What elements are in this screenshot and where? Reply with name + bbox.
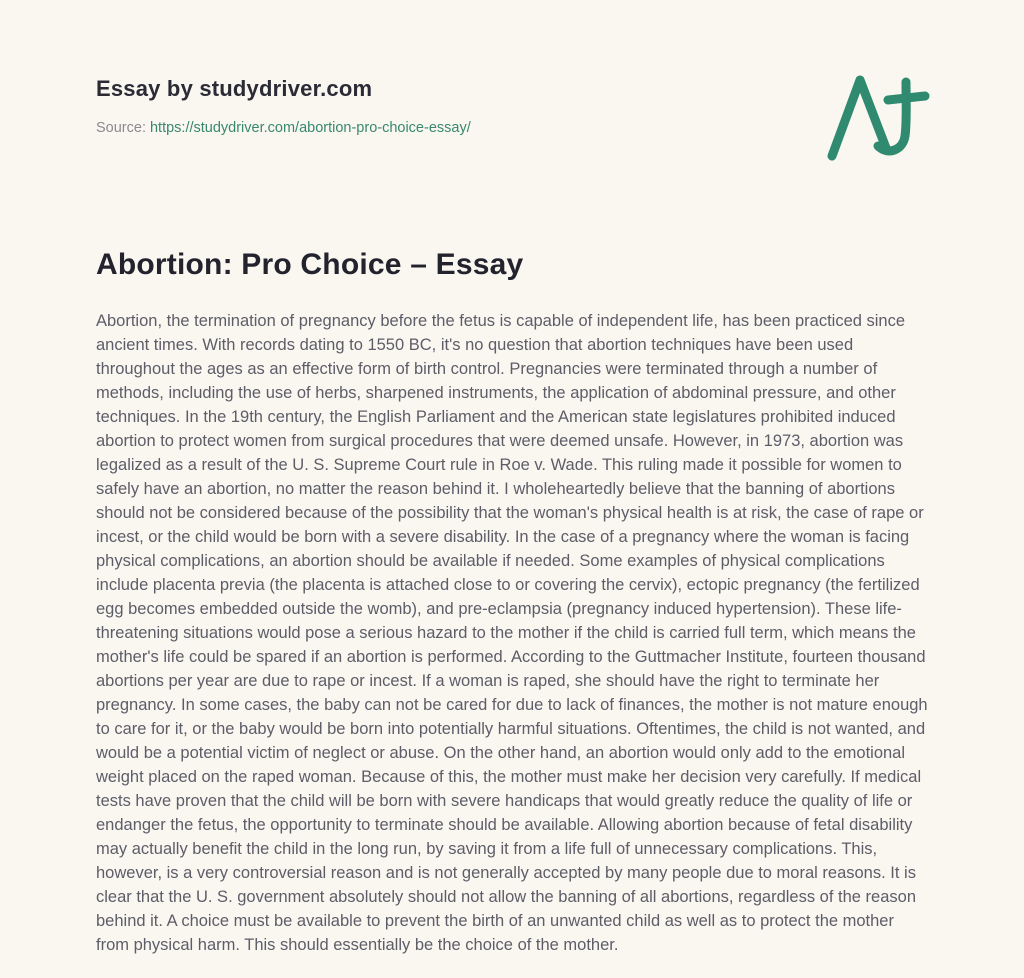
essay-title: Abortion: Pro Choice – Essay (96, 248, 524, 281)
essay-body-text: Abortion, the termination of pregnancy before the fetus is capable of independent life, has been practiced since ancient times. With records dating to 1550 BC, it's no question that abortion techniques have been used throughout the ages as an effective form of birth control. Pregnancies were terminated through a number of methods, including the use of herbs, sharpened instruments, the application of abdominal pressure, and other techniques. In the 19th century, the English Parliament and the American state legislatures prohibited induced abortion to protect women from surgical procedures that were deemed unsafe. However, in 1973, abortion was legalized as a result of the U. S. Supreme Court rule in Roe v. Wade. This ruling made it possible for women to safely have an abortion, no matter the reason behind it. I wholeheartedly believe that the banning of abortions should not be considered because of the possibility that the woman's physical health is at risk, the case of rape or incest, or the child would be born with a severe disability. In the case of a pregnancy where the woman is facing physical complications, an abortion should be available if needed. Some examples of physical complications include placenta previa (the placenta is attached close to or covering the cervix), ectopic pregnancy (the fertilized egg becomes embedded outside the womb), and pre-eclampsia (pregnancy induced hypertension). These life-threatening situations would pose a serious hazard to the mother if the child is carried full term, which means the mother's life could be spared if an abortion is performed. According to the Guttmacher Institute, fourteen thousand abortions per year are due to rape or incest. If a woman is raped, she should have the right to terminate her pregnancy. In some cases, the baby can not be cared for due to lack of finances, the mother is not mature enough to care for it, or the baby would be born into potentially harmful situations. Oftentimes, the child is not wanted, and would be a potential victim of neglect or abuse. On the other hand, an abortion would only add to the emotional weight placed on the raped woman. Because of this, the mother must make her decision very carefully. If medical tests have proven that the child will be born with severe handicaps that would greatly reduce the quality of life or endanger the fetus, the opportunity to terminate should be available. Allowing abortion because of fetal disability may actually benefit the child in the long run, by saving it from a life full of unnecessary complications. This, however, is a very controversial reason and is not generally accepted by many people due to moral reasons. It is clear that the U. S. government absolutely should not allow the banning of all abortions, regardless of the reason behind it. A choice must be available to prevent the birth of an unwanted child as well as to protect the mother from physical harm. This should essentially be the choice of the mother. (96, 312, 928, 954)
source-label: Source: (96, 120, 146, 136)
source-url-link[interactable]: https://studydriver.com/abortion-pro-choice-essay/ (149, 120, 471, 136)
studydriver-logo-icon (820, 64, 930, 168)
page-header-title: Essay by studydriver.com (96, 76, 373, 101)
source-line (96, 120, 928, 136)
